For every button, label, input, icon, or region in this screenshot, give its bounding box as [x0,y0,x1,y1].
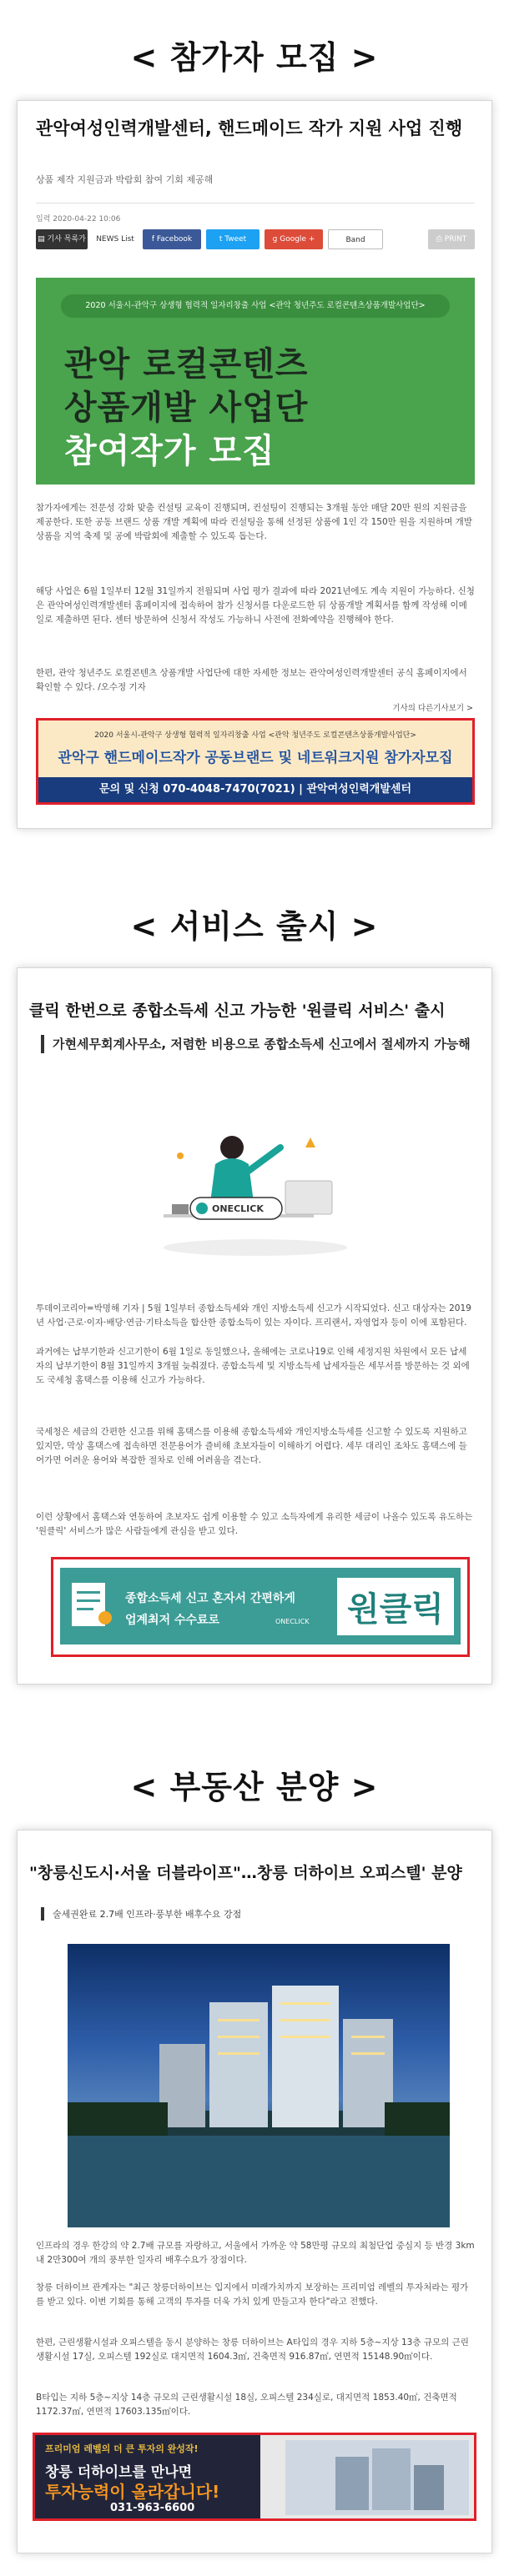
article-paragraph: 인프라의 경우 한강의 약 2.7배 규모를 자랑하고, 서울에서 가까운 약 58만평 규모의 최첨단업 중심지 등 반경 3km 내 2만300여 개의 풍부한 일자리 배후수요가 장점이다. [36,2241,475,2265]
article-paragraph: 투데이코리아=박명해 기자 | 5월 1일부터 종합소득세와 개인 지방소득세 신고가 시작되었다. 신고 대상자는 2019년 사업·근로·이자·배당·연금·기타소득을 합산한 종합소득이 있는 자이다. 프리랜서, 자영업자 등이 이에 포함된다. [36,1303,471,1328]
google-share-button[interactable]: g Google + [265,229,323,249]
facebook-icon: f [151,235,157,244]
article-list-button[interactable]: ▤ 기사 목록가기 [36,229,88,249]
print-icon: ⎙ [436,235,445,244]
banner-line: 관악 로컬콘텐츠 [64,345,309,384]
banner-line: 창릉 더하이브를 만나면 [45,2464,193,2481]
article-paragraph: 해당 사업은 6월 1일부터 12월 31일까지 전월되며 사업 평가 결과에 따라 2021년에도 계속 지원이 가능하다. 신청은 관악여성인력개발센터 홈페이지에 접속하여 참가 신청서를 다운로드한 뒤 상품개발 계획서를 함께 작성해 이메일로 제출하면 된다. 센터 방문하여 신청서 작성도 가능하니 사전에 전화예약을 진행해야 한다. [36,586,475,625]
article-paragraph: 한편, 관악 청년주도 로컬콘텐츠 상품개발 사업단에 대한 자세한 정보는 관악여성인력개발센터 공식 홈페이지에서 확인할 수 있다. /오수정 기자 [36,668,467,692]
article-card-realestate [17,1830,492,2553]
article-title: 클릭 한번으로 종합소득세 신고 가능한 '원클릭 서비스' 출시 [29,1002,446,1020]
article-paragraph: 한편, 근린생활시설과 오피스텔을 동시 분양하는 창릉 더하이브는 A타입의 경우 지하 5층~지상 13층 규모의 근린생활시설 17실, 오피스텔 192실로 대지면적 1604.3㎡, 건축면적 916.87㎡, 연면적 15148.90㎡이다. [36,2337,469,2362]
article-lead: 가현세무회계사무소, 저렴한 비용으로 종합소득세 신고에서 절세까지 가능해 [41,1035,478,1053]
banner-line: 업계최저 수수료로 [125,1614,220,1627]
banner-line: 참여작가 모집 [64,432,275,470]
article-card-service [17,967,492,1685]
realestate-cta-banner[interactable] [33,2433,476,2521]
recruit-banner-image [36,278,475,485]
list-icon: ▤ [38,235,48,244]
cta-headline: 관악구 핸드메이드작가 공동브랜드 및 네트워크지원 참가자모집 [58,750,453,766]
article-lead: 술세권완료 2.7배 인프라·풍부한 배후수요 강점 [41,1907,478,1921]
article-title: 관악여성인력개발센터, 핸드메이드 작가 지원 사업 진행 [36,118,463,138]
facebook-share-button[interactable]: f Facebook [143,229,201,249]
section-title-recruit: < 참가자 모집 > [130,39,379,76]
tax-document-icon [68,1579,115,1629]
google-icon: g [272,235,280,244]
print-button[interactable]: ⎙ PRINT [428,229,475,249]
share-bar [36,229,475,264]
banner-line: 프리미엄 레벨의 더 큰 투자의 완성작! [45,2443,199,2454]
oneclick-cta-banner[interactable] [51,1557,470,1657]
article-paragraph: 과거에는 납부기한과 신고기한이 6월 1일로 동일했으나, 올해에는 코로나19로 인해 세정지원 차원에서 모든 납세자의 납부기한이 8월 31일까지 3개월 늦춰졌다. 종합소득세 및 지방소득세 납세자들은 세무서를 방문하는 것 외에도 국세청 홈택스를 이용해 신고가 가능하다. [36,1347,470,1385]
section-title-realestate: < 부동산 분양 > [130,1769,379,1805]
article-subtitle: 상품 제작 지원금과 박람회 참여 기회 제공해 [36,174,214,185]
news-list-link[interactable]: NEWS List [96,235,134,244]
article-date: 입력 2020-04-22 10:06 [36,215,121,223]
building-thumbnail-icon [285,2440,469,2515]
article-paragraph: 창릉 더하이브 관계자는 "최근 창릉더하이브는 입지에서 미래가치까지 보장하는 프리미엄 레벨의 투자처라는 평가를 받고 있다. 이번 기회를 통해 고객의 투자를 더욱 가치 있게 만들고자 한다"라고 전했다. [36,2282,469,2307]
article-paragraph: 참가자에게는 전문성 강화 맞춤 컨설팅 교육이 진행되며, 컨설팅이 진행되는 3개월 동안 매달 20만 원의 지원금을 제공한다. 또한 공동 브랜드 상품 개발 계획에 따라 컨설팅을 통해 선정된 상품에 1인 각 150만 원을 지원하며 개발 상품을 지역 축제 및 공예 박람회에 제출할 수 있도록 돕는다. [36,503,472,541]
oneclick-label: ONECLICK [212,1203,264,1214]
building-rendering-photo [68,1944,450,2227]
article-title: "창릉신도시·서울 더블라이프"…창릉 더하이브 오피스텔' 분양 [29,1864,462,1882]
banner-line: 투자능력이 올라갑니다! [45,2482,220,2502]
twitter-icon: t [219,235,225,244]
twitter-share-button[interactable]: t Tweet [206,229,260,249]
banner-strip: 2020 서울시-관악구 상생형 협력적 일자리창출 사업 <관악 청년주도 로컬콘텐츠상품개발사업단> [61,294,450,318]
article-card-recruit [17,100,492,829]
banner-phone: 031-963-6600 [110,2502,195,2514]
more-articles-link[interactable]: 기사의 다른기사보기 > [392,704,473,713]
banner-dark-panel [35,2435,260,2518]
banner-background [60,1568,461,1645]
band-share-button[interactable]: Band [328,229,383,249]
oneclick-brand: 원클릭 [337,1578,454,1635]
oneclick-illustration [155,1122,355,1264]
cta-line: 2020 서울시-관악구 상생형 협력적 일자리창출 사업 <관악 청년주도 로컬콘텐츠상품개발사업단> [94,731,416,740]
cta-contact: 문의 및 신청 070-4048-7470(7021) | 관악여성인력개발센터 [38,777,472,802]
banner-line: 상품개발 사업단 [64,389,309,427]
banner-line: 종합소득세 신고 혼자서 간편하게 [125,1592,295,1605]
article-paragraph: B타입는 지하 5층~지상 14층 규모의 근린생활시설 18실, 오피스텔 234실로, 대지면적 1853.40㎡, 건축면적 1172.37㎡, 연면적 17603.135㎡이다. [36,2393,457,2417]
article-paragraph: 국세청은 세금의 간편한 신고를 위해 홈택스를 이용해 종합소득세와 개인지방소득세를 신고할 수 있도록 지원하고 있지만, 막상 홈택스에 접속하면 전문용어가 즐비해 초보자들이 이해하기 어렵다. 세무 대리인 조차도 홈택스에 들어가면 어려운 용어와 복잡한 절차로 인해 어려움을 겪는다. [36,1427,467,1465]
oneclick-logo: ONECLICK [275,1618,310,1625]
section-title-service: < 서비스 출시 > [130,908,379,945]
article-paragraph: 이런 상황에서 홈택스와 연동하여 초보자도 쉽게 이용할 수 있고 소득자에게 유리한 세금이 나올수 있도록 유도하는 '원클릭' 서비스가 많은 사람들에게 관심을 받고 있다. [36,1512,473,1536]
recruit-cta-banner[interactable] [36,718,475,805]
